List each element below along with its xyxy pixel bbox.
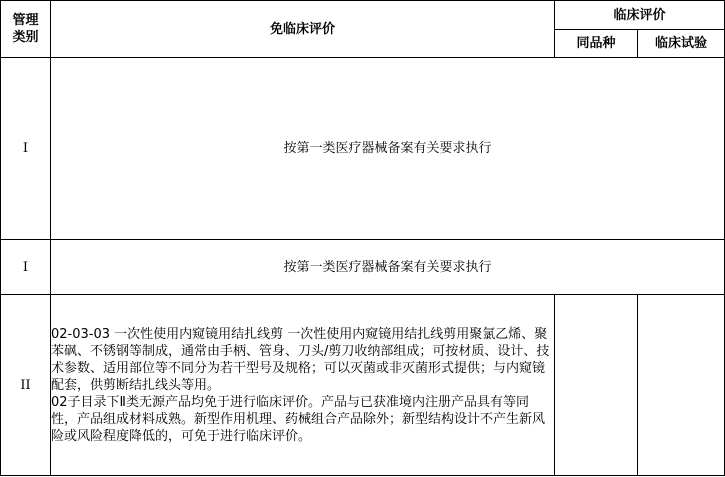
- row-text: 按第一类医疗器械备案有关要求执行: [51, 58, 725, 240]
- row-text: 按第一类医疗器械备案有关要求执行: [51, 240, 725, 295]
- header-clinical-trial: 临床试验: [638, 30, 725, 58]
- clinical-trial-cell: [638, 295, 725, 476]
- header-mgmt-class: 管理类别: [1, 1, 51, 58]
- header-exempt: 免临床评价: [51, 1, 555, 58]
- same-variety-cell: [555, 295, 638, 476]
- row-class: II: [1, 295, 51, 476]
- header-same-variety: 同品种: [555, 30, 638, 58]
- description-paragraph: 02-03-03 一次性使用内窥镜用结扎线剪 一次性使用内窥镜用结扎线剪用聚氯乙烯、聚苯砜、不锈钢等制成，通常由手柄、管身、刀头/剪刀收纳部组成；可按材质、设计、技术参数、适用部位等不同分为若干型号及规格；可以灭菌或非灭菌形式提供；与内窥镜配套，供剪断结扎线头等用。: [51, 326, 550, 393]
- row-class: I: [1, 58, 51, 240]
- header-clinical-eval: 临床评价: [555, 1, 725, 30]
- exemption-paragraph: 02子目录下Ⅱ类无源产品均免于进行临床评价。产品与已获准境内注册产品具有等同性，产品组成材料成熟。新型作用机理、药械组合产品除外；新型结构设计不产生新风险或风险程度降低的，可免于进行临床评价。: [51, 394, 546, 444]
- table-row: [1, 58, 725, 240]
- product-description: [51, 295, 555, 476]
- table-row: [1, 240, 725, 295]
- row-class: I: [1, 240, 51, 295]
- table-row: [1, 295, 725, 476]
